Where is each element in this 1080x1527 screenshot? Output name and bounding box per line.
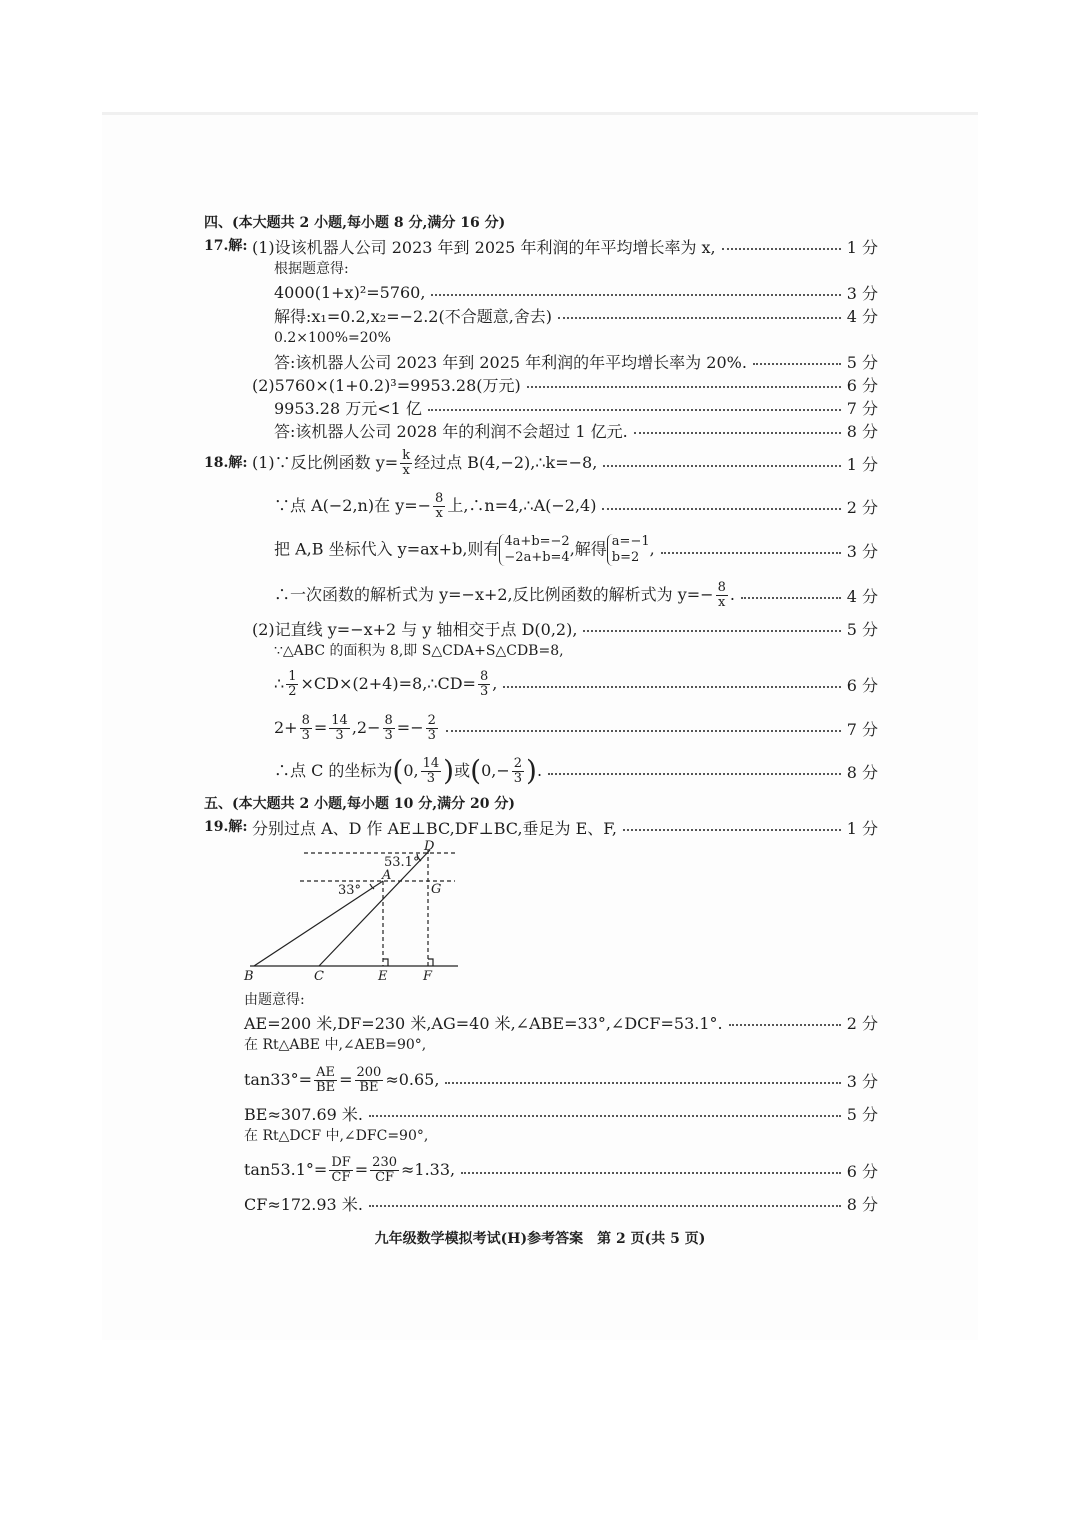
score: 5 分	[846, 619, 878, 639]
q18-line-1-text: (1)∵反比例函数 y= $\frac{k}{x}$ 经过点 B(4,−2),∴k=−8,	[252, 447, 598, 478]
score: 7 分	[846, 719, 878, 739]
geometry-figure	[240, 838, 470, 988]
q18-line-2	[274, 490, 878, 521]
q18-label: 18.解:	[204, 455, 248, 471]
q18-line-9	[274, 754, 878, 787]
q19-line-4: 在 Rt△ABE 中,∠AEB=90°,	[244, 1037, 427, 1053]
q18-line-7-text: ∴ $\frac{1}{2}$ ×CD×(2+4)=8,∴CD= $\frac{8}{3}$ ,	[274, 668, 498, 699]
q17-line-4-text: 解得:x₁=0.2,x₂=−2.2(不合题意,舍去)	[274, 306, 553, 326]
label-d: D	[424, 839, 435, 854]
q19-line-1	[252, 818, 878, 836]
q18-line-2-text: ∵点 A(−2,n)在 y=− $\frac{8}{x}$ 上,∴n=4,∴A(−2,4)	[274, 490, 597, 521]
score: 8 分	[846, 421, 878, 441]
q17-line-5: 0.2×100%=20%	[274, 330, 391, 346]
solution-system: a=−1 b=2	[607, 534, 650, 566]
score: 7 分	[846, 398, 878, 418]
score: 3 分	[846, 1071, 878, 1091]
q17-line-9	[274, 421, 878, 439]
q18-line-1	[252, 447, 878, 478]
q19-line-3-text: AE=200 米,DF=230 米,AG=40 米,∠ABE=33°,∠DCF=53.1°.	[244, 1013, 723, 1033]
q19-line-9-text: CF≈172.93 米.	[244, 1194, 363, 1214]
q19-line-6-text: BE≈307.69 米.	[244, 1104, 364, 1124]
score: 3 分	[846, 283, 878, 303]
line-ab	[254, 881, 383, 966]
q18-line-5-text: (2)记直线 y=−x+2 与 y 轴相交于点 D(0,2),	[252, 619, 578, 639]
q18-line-5	[252, 619, 878, 637]
q17-line-7-text: (2)5760×(1+0.2)³=9953.28(万元)	[252, 375, 521, 395]
q18-line-3-text: 把 A,B 坐标代入 y=ax+b,则有 4a+b=−2 −2a+b=4 ,解得 a=−1 b=2 ,	[274, 534, 655, 565]
q19-label: 19.解:	[204, 819, 248, 835]
score: 8 分	[846, 1194, 878, 1214]
q18-line-8-text: 2+ $\frac{8}{3}$ = $\frac{14}{3}$ ,2− $\frac{8}{3}$ =− $\frac{2}{3}$	[274, 712, 436, 743]
label-e: E	[378, 969, 388, 984]
q17-line-6	[274, 352, 878, 370]
q17-line-1-text: (1)设该机器人公司 2023 年到 2025 年利润的年平均增长率为 x,	[252, 237, 716, 257]
q19-line-2: 由题意得:	[244, 992, 305, 1008]
q17-line-4	[274, 306, 878, 324]
q17-label: 17.解:	[204, 238, 248, 254]
q17-line-2: 根据题意得:	[274, 261, 349, 277]
angle-label-a: 33°	[338, 883, 362, 898]
q19-line-8-text: tan53.1°= $\frac{DF}{CF}$ = $\frac{230}{CF}$ ≈1.33,	[244, 1154, 456, 1185]
score: 1 分	[846, 818, 878, 838]
equation-system: 4a+b=−2 −2a+b=4	[499, 534, 569, 566]
score: 3 分	[846, 541, 878, 561]
q17-line-8	[274, 398, 878, 416]
q19-line-9	[244, 1194, 878, 1212]
score: 6 分	[846, 675, 878, 695]
label-a: A	[382, 868, 392, 883]
q18-line-3	[274, 534, 878, 565]
q18-line-8	[274, 712, 878, 743]
q18-line-4-text: ∴一次函数的解析式为 y=−x+2,反比例函数的解析式为 y=− $\frac{8}{x}$ .	[274, 579, 735, 610]
q17-line-3	[274, 283, 878, 301]
q17-line-7	[252, 375, 878, 393]
page-footer: 九年级数学模拟考试(H)参考答案 第 2 页(共 5 页)	[374, 1231, 706, 1247]
score: 5 分	[846, 1104, 878, 1124]
q17-line-6-text: 答:该机器人公司 2023 年到 2025 年利润的年平均增长率为 20%.	[274, 352, 747, 372]
q18-line-4	[274, 579, 878, 610]
score: 5 分	[846, 352, 878, 372]
score: 1 分	[846, 454, 878, 474]
score: 1 分	[846, 237, 878, 257]
score: 6 分	[846, 375, 878, 395]
score: 4 分	[846, 586, 878, 606]
label-b: B	[244, 969, 254, 984]
score: 2 分	[846, 1013, 878, 1033]
q19-line-3	[244, 1013, 878, 1031]
right-angle-f	[428, 959, 433, 966]
score: 2 分	[846, 497, 878, 517]
q19-line-5	[244, 1064, 878, 1095]
right-angle-e	[383, 959, 388, 966]
q17-line-3-text: 4000(1+x)²=5760,	[274, 282, 426, 302]
q19-line-7: 在 Rt△DCF 中,∠DFC=90°,	[244, 1128, 429, 1144]
score: 4 分	[846, 306, 878, 326]
score: 6 分	[846, 1161, 878, 1181]
q17-line-8-text: 9953.28 万元<1 亿	[274, 398, 422, 418]
q17-line-9-text: 答:该机器人公司 2028 年的利润不会超过 1 亿元.	[274, 421, 628, 441]
q18-line-9-text: ∴点 C 的坐标为(0, $\frac{14}{3}$ )或(0,− $\frac{2}{3}$ ).	[274, 754, 543, 787]
q19-line-1-text: 分别过点 A、D 作 AE⊥BC,DF⊥BC,垂足为 E、F,	[252, 818, 617, 838]
q19-line-5-text: tan33°= $\frac{AE}{BE}$ = $\frac{200}{BE}$ ≈0.65,	[244, 1064, 440, 1095]
q19-line-8	[244, 1154, 878, 1185]
q17-line-1	[252, 237, 878, 255]
q19-line-6	[244, 1104, 878, 1122]
label-g: G	[431, 882, 442, 897]
angle-label-d: 53.1°	[384, 855, 420, 870]
q18-line-7	[274, 668, 878, 699]
section-4-header: 四、(本大题共 2 小题,每小题 8 分,满分 16 分)	[204, 215, 506, 231]
label-c: C	[314, 969, 324, 984]
label-f: F	[423, 969, 433, 984]
score: 8 分	[846, 762, 878, 782]
section-5-header: 五、(本大题共 2 小题,每小题 10 分,满分 20 分)	[204, 796, 515, 812]
q18-line-6: ∵△ABC 的面积为 8,即 S△CDA+S△CDB=8,	[274, 643, 564, 659]
